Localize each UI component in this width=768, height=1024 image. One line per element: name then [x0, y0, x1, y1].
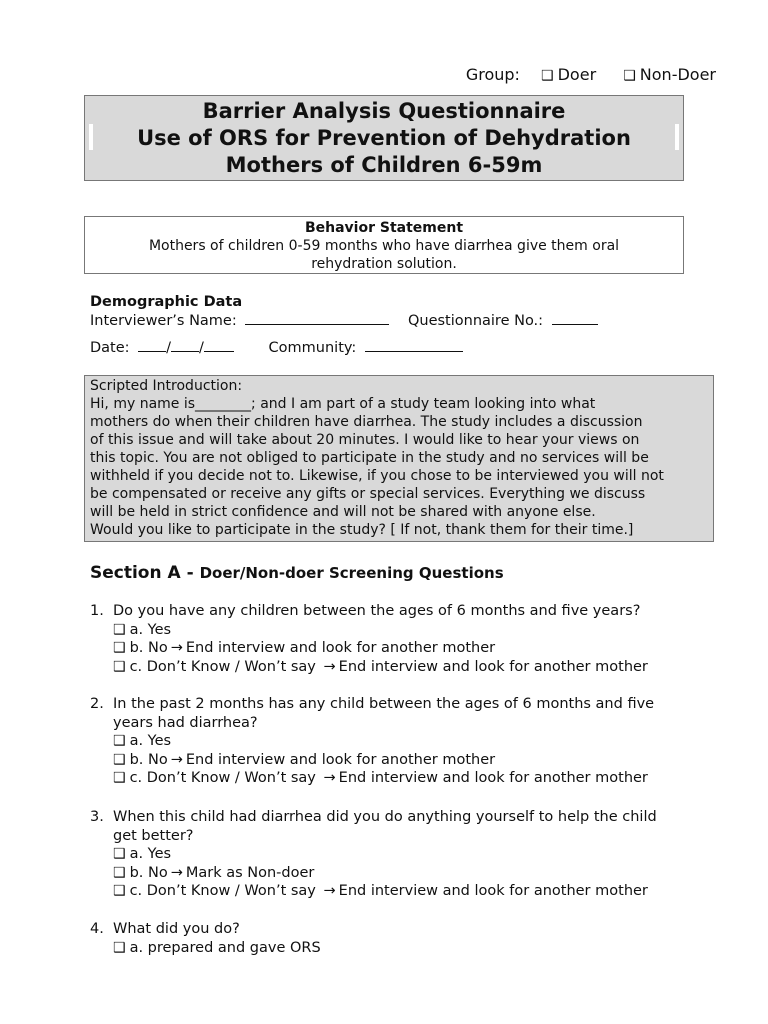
question-text: get better? [113, 827, 194, 844]
question-text: years had diarrhea? [113, 714, 258, 731]
checkbox-icon[interactable]: ❑ [113, 864, 126, 881]
arrow-icon: → [323, 658, 336, 675]
group-option-doer[interactable]: ❑ Doer [541, 65, 597, 84]
date-year-field[interactable] [204, 338, 234, 352]
interviewer-name-label: Interviewer’s Name: [90, 313, 237, 329]
group-selector [458, 65, 716, 84]
arrow-icon: → [170, 640, 183, 656]
arrow-icon: → [323, 883, 336, 899]
interviewer-name-field[interactable] [245, 311, 389, 325]
demographic-row-1 [90, 311, 690, 330]
checkbox-icon[interactable]: ❑ [541, 68, 554, 84]
date-label: Date: [90, 340, 130, 356]
question-text: In the past 2 months has any child between the ages of 6 months and five [113, 696, 655, 712]
intro-line: withheld if you decide not to. Likewise, if you chose to be interviewed you will not [90, 468, 664, 484]
demographic-row-2: Date: / / Community: [90, 338, 690, 357]
scripted-introduction-box [84, 375, 714, 542]
intro-line: Would you like to participate in the study? [ If not, thank them for their time.] [90, 522, 634, 538]
intro-heading: Scripted Introduction: [90, 378, 243, 394]
question-number: 2. [90, 696, 104, 712]
question-text: Do you have any children between the ages of 6 months and five years? [113, 603, 641, 619]
option-a[interactable]: ❑ a. Yes [113, 733, 172, 749]
checkbox-icon[interactable]: ❑ [113, 733, 126, 749]
question-number: 3. [90, 809, 104, 825]
title-box [84, 95, 684, 181]
checkbox-icon[interactable]: ❑ [113, 640, 126, 656]
checkbox-icon[interactable]: ❑ [113, 658, 126, 675]
arrow-icon: → [170, 751, 183, 768]
option-c[interactable]: ❑ c. Don’t Know / Won’t say → End interview and look for another mother [113, 658, 648, 675]
checkbox-icon[interactable]: ❑ [113, 621, 126, 638]
option-b[interactable]: ❑ b. No → End interview and look for another mother [113, 751, 496, 768]
question-number: 4. [90, 921, 104, 937]
checkbox-icon[interactable]: ❑ [623, 68, 636, 84]
section-subtitle: Doer/Non-doer Screening Questions [199, 564, 504, 582]
question-text: What did you do? [113, 921, 240, 937]
behavior-line-2: rehydration solution. [311, 256, 457, 272]
behavior-line-1: Mothers of children 0-59 months who have diarrhea give them oral [148, 238, 620, 254]
intro-line: be compensated or receive any gifts or special services. Everything we discuss [90, 486, 646, 502]
date-day-field[interactable] [138, 338, 166, 352]
option-c[interactable]: ❑ c. Don’t Know / Won’t say → End interview and look for another mother [113, 883, 648, 899]
group-option-non-doer[interactable]: ❑ Non-Doer [623, 65, 716, 84]
intro-line: this topic. You are not obliged to participate in the study and no services will be [90, 450, 649, 466]
arrow-icon: → [170, 864, 183, 881]
community-field[interactable] [365, 338, 463, 352]
questionnaire-no-field[interactable] [552, 311, 598, 325]
intro-line: mothers do when their children have diarrhea. The study includes a discussion [90, 414, 643, 430]
arrow-icon: → [323, 770, 336, 786]
question-number: 1. [90, 603, 104, 619]
section-a-heading [90, 563, 504, 583]
intro-line: will be held in strict confidence and will not be shared with anyone else. [90, 504, 596, 520]
checkbox-icon[interactable]: ❑ [113, 883, 126, 899]
question-4 [90, 920, 700, 957]
option-b[interactable]: ❑ b. No → End interview and look for another mother [113, 640, 496, 656]
option-a[interactable]: ❑ a. Yes [113, 621, 172, 638]
question-1 [90, 602, 700, 676]
checkbox-icon[interactable]: ❑ [113, 751, 126, 768]
title-line-2: Use of ORS for Prevention of Dehydration [137, 126, 631, 150]
option-c[interactable]: ❑ c. Don’t Know / Won’t say → End interview and look for another mother [113, 770, 648, 786]
title-line-3: Mothers of Children 6-59m [225, 153, 543, 177]
date-month-field[interactable] [171, 338, 199, 352]
question-3 [90, 808, 700, 901]
question-2 [90, 695, 700, 788]
question-text: When this child had diarrhea did you do anything yourself to help the child [113, 809, 657, 825]
demographic-data [90, 293, 690, 357]
intro-line: Hi, my name is________; and I am part of a study team looking into what [90, 396, 596, 412]
checkbox-icon[interactable]: ❑ [113, 939, 126, 956]
intro-line: of this issue and will take about 20 minutes. I would like to hear your views on [90, 432, 640, 448]
option-b[interactable]: ❑ b. No → Mark as Non-doer [113, 864, 315, 881]
community-label: Community: [268, 340, 357, 356]
behavior-heading: Behavior Statement [304, 220, 464, 236]
questionnaire-no-label: Questionnaire No.: [407, 313, 544, 329]
title-line-1: Barrier Analysis Questionnaire [202, 99, 566, 123]
group-label: Group: [465, 65, 520, 84]
section-title: Section A - [90, 563, 200, 583]
option-a[interactable]: ❑ a. prepared and gave ORS [113, 939, 321, 956]
checkbox-icon[interactable]: ❑ [113, 770, 126, 786]
option-a[interactable]: ❑ a. Yes [113, 846, 172, 862]
checkbox-icon[interactable]: ❑ [113, 846, 126, 862]
behavior-statement-box [84, 216, 684, 274]
demographic-heading: Demographic Data [90, 294, 243, 310]
